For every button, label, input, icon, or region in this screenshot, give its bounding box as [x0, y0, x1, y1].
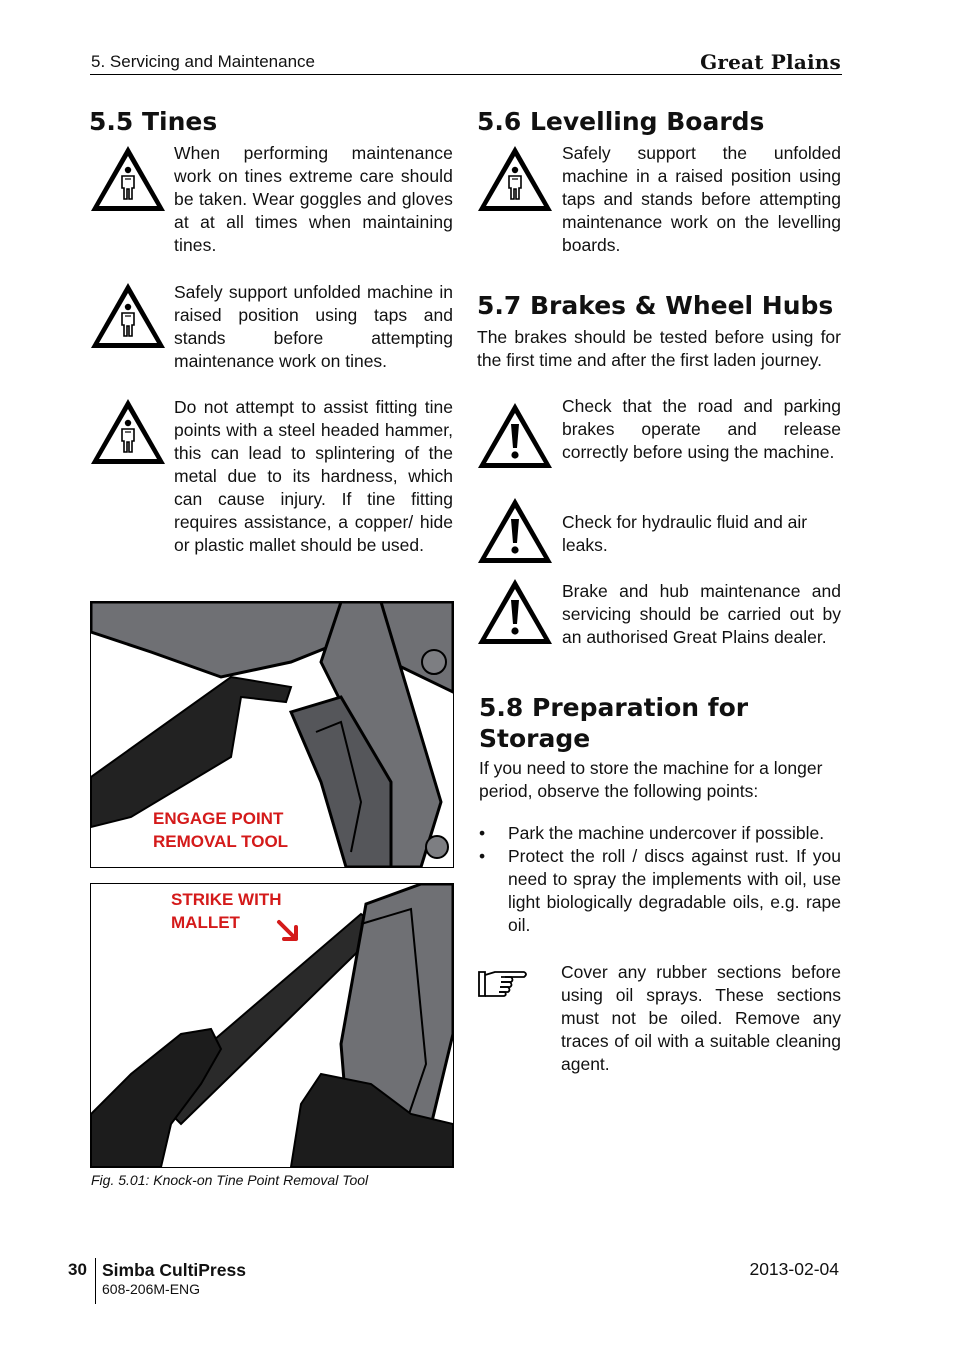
brand-logo-text: Great Plains	[700, 50, 841, 74]
section-title-storage-line2: Storage	[479, 724, 591, 753]
storage-bullet-list	[479, 822, 841, 937]
page-number: 30	[68, 1260, 87, 1279]
storage-note: Cover any rubber sections before using oil sprays. These sections must not be oiled. Remove any traces of oil with a suitable cleaning agent.	[561, 962, 841, 1074]
person-warning-triangle-icon	[88, 396, 168, 466]
person-warning-triangle-icon	[475, 143, 555, 213]
figure-label-engage	[153, 807, 288, 853]
tines-warning-3: Do not attempt to assist fitting tine points with a steel headed hammer, this can lead to splintering of the metal due to its hardness, which can cause injury. If tine fitting requires assistance, a copper/ hide or plastic mallet should be used.	[174, 397, 453, 555]
figure-label-engage-line2: REMOVAL TOOL	[153, 832, 289, 851]
brakes-caution-3: Brake and hub maintenance and servicing should be carried out by an authorised Great Plains dealer.	[562, 581, 841, 647]
figure-label-strike	[171, 888, 282, 934]
section-title-levelling: 5.6 Levelling Boards	[477, 107, 765, 136]
section-title-storage-line1: 5.8 Preparation for	[479, 693, 749, 722]
figure-strike-mallet	[90, 883, 454, 1168]
section-title-tines: 5.5 Tines	[89, 107, 218, 136]
list-item	[479, 845, 841, 937]
figure-label-strike-line1: STRIKE WITH	[171, 890, 282, 909]
levelling-warning: Safely support the unfolded machine in a raised position using taps and stands before attempting maintenance work on the levelling boards.	[562, 143, 841, 255]
tines-warning-2: Safely support unfolded machine in raised position using taps and stands before attempting maintenance work on tines.	[174, 282, 453, 371]
figure-label-engage-line1: ENGAGE POINT	[153, 809, 284, 828]
brakes-caution-1: Check that the road and parking brakes operate and release correctly before using the machine.	[562, 396, 841, 462]
storage-intro: If you need to store the machine for a longer period, observe the following points:	[479, 758, 823, 801]
section-title-storage	[479, 692, 748, 754]
exclamation-warning-triangle-icon	[475, 495, 555, 565]
brakes-intro: The brakes should be tested before using for the first time and after the first laden journey.	[477, 327, 841, 370]
footer-rule	[95, 1258, 96, 1304]
exclamation-warning-triangle-icon	[475, 576, 555, 646]
footer-product: Simba CultiPress	[102, 1260, 246, 1280]
figure-engage-removal-tool	[90, 601, 454, 868]
figure-caption: Fig. 5.01: Knock-on Tine Point Removal Tool	[91, 1172, 369, 1188]
footer-doc-code: 608-206M-ENG	[102, 1281, 201, 1297]
figure-label-strike-line2: MALLET	[171, 913, 240, 932]
exclamation-warning-triangle-icon	[475, 400, 555, 470]
pointing-hand-icon	[477, 966, 529, 1000]
bullet-marker: •	[479, 846, 486, 866]
footer-date: 2013-02-04	[749, 1259, 839, 1279]
list-item-text: Protect the roll / discs against rust. If you need to spray the implements with oil, use light biologically degradable oils, e.g. rape oil.	[508, 846, 841, 935]
tines-warning-1: When performing maintenance work on tines extreme care should be taken. Wear goggles and gloves at at all times when maintaining tines.	[174, 143, 453, 255]
header-rule	[90, 74, 842, 75]
person-warning-triangle-icon	[88, 280, 168, 350]
brakes-caution-2: Check for hydraulic fluid and air leaks.	[562, 512, 808, 555]
running-header-section: 5. Servicing and Maintenance	[91, 52, 315, 71]
list-item-text: Park the machine undercover if possible.	[508, 823, 825, 843]
section-title-brakes: 5.7 Brakes & Wheel Hubs	[477, 291, 834, 320]
bullet-marker: •	[479, 823, 486, 843]
list-item	[479, 822, 841, 845]
person-warning-triangle-icon	[88, 143, 168, 213]
